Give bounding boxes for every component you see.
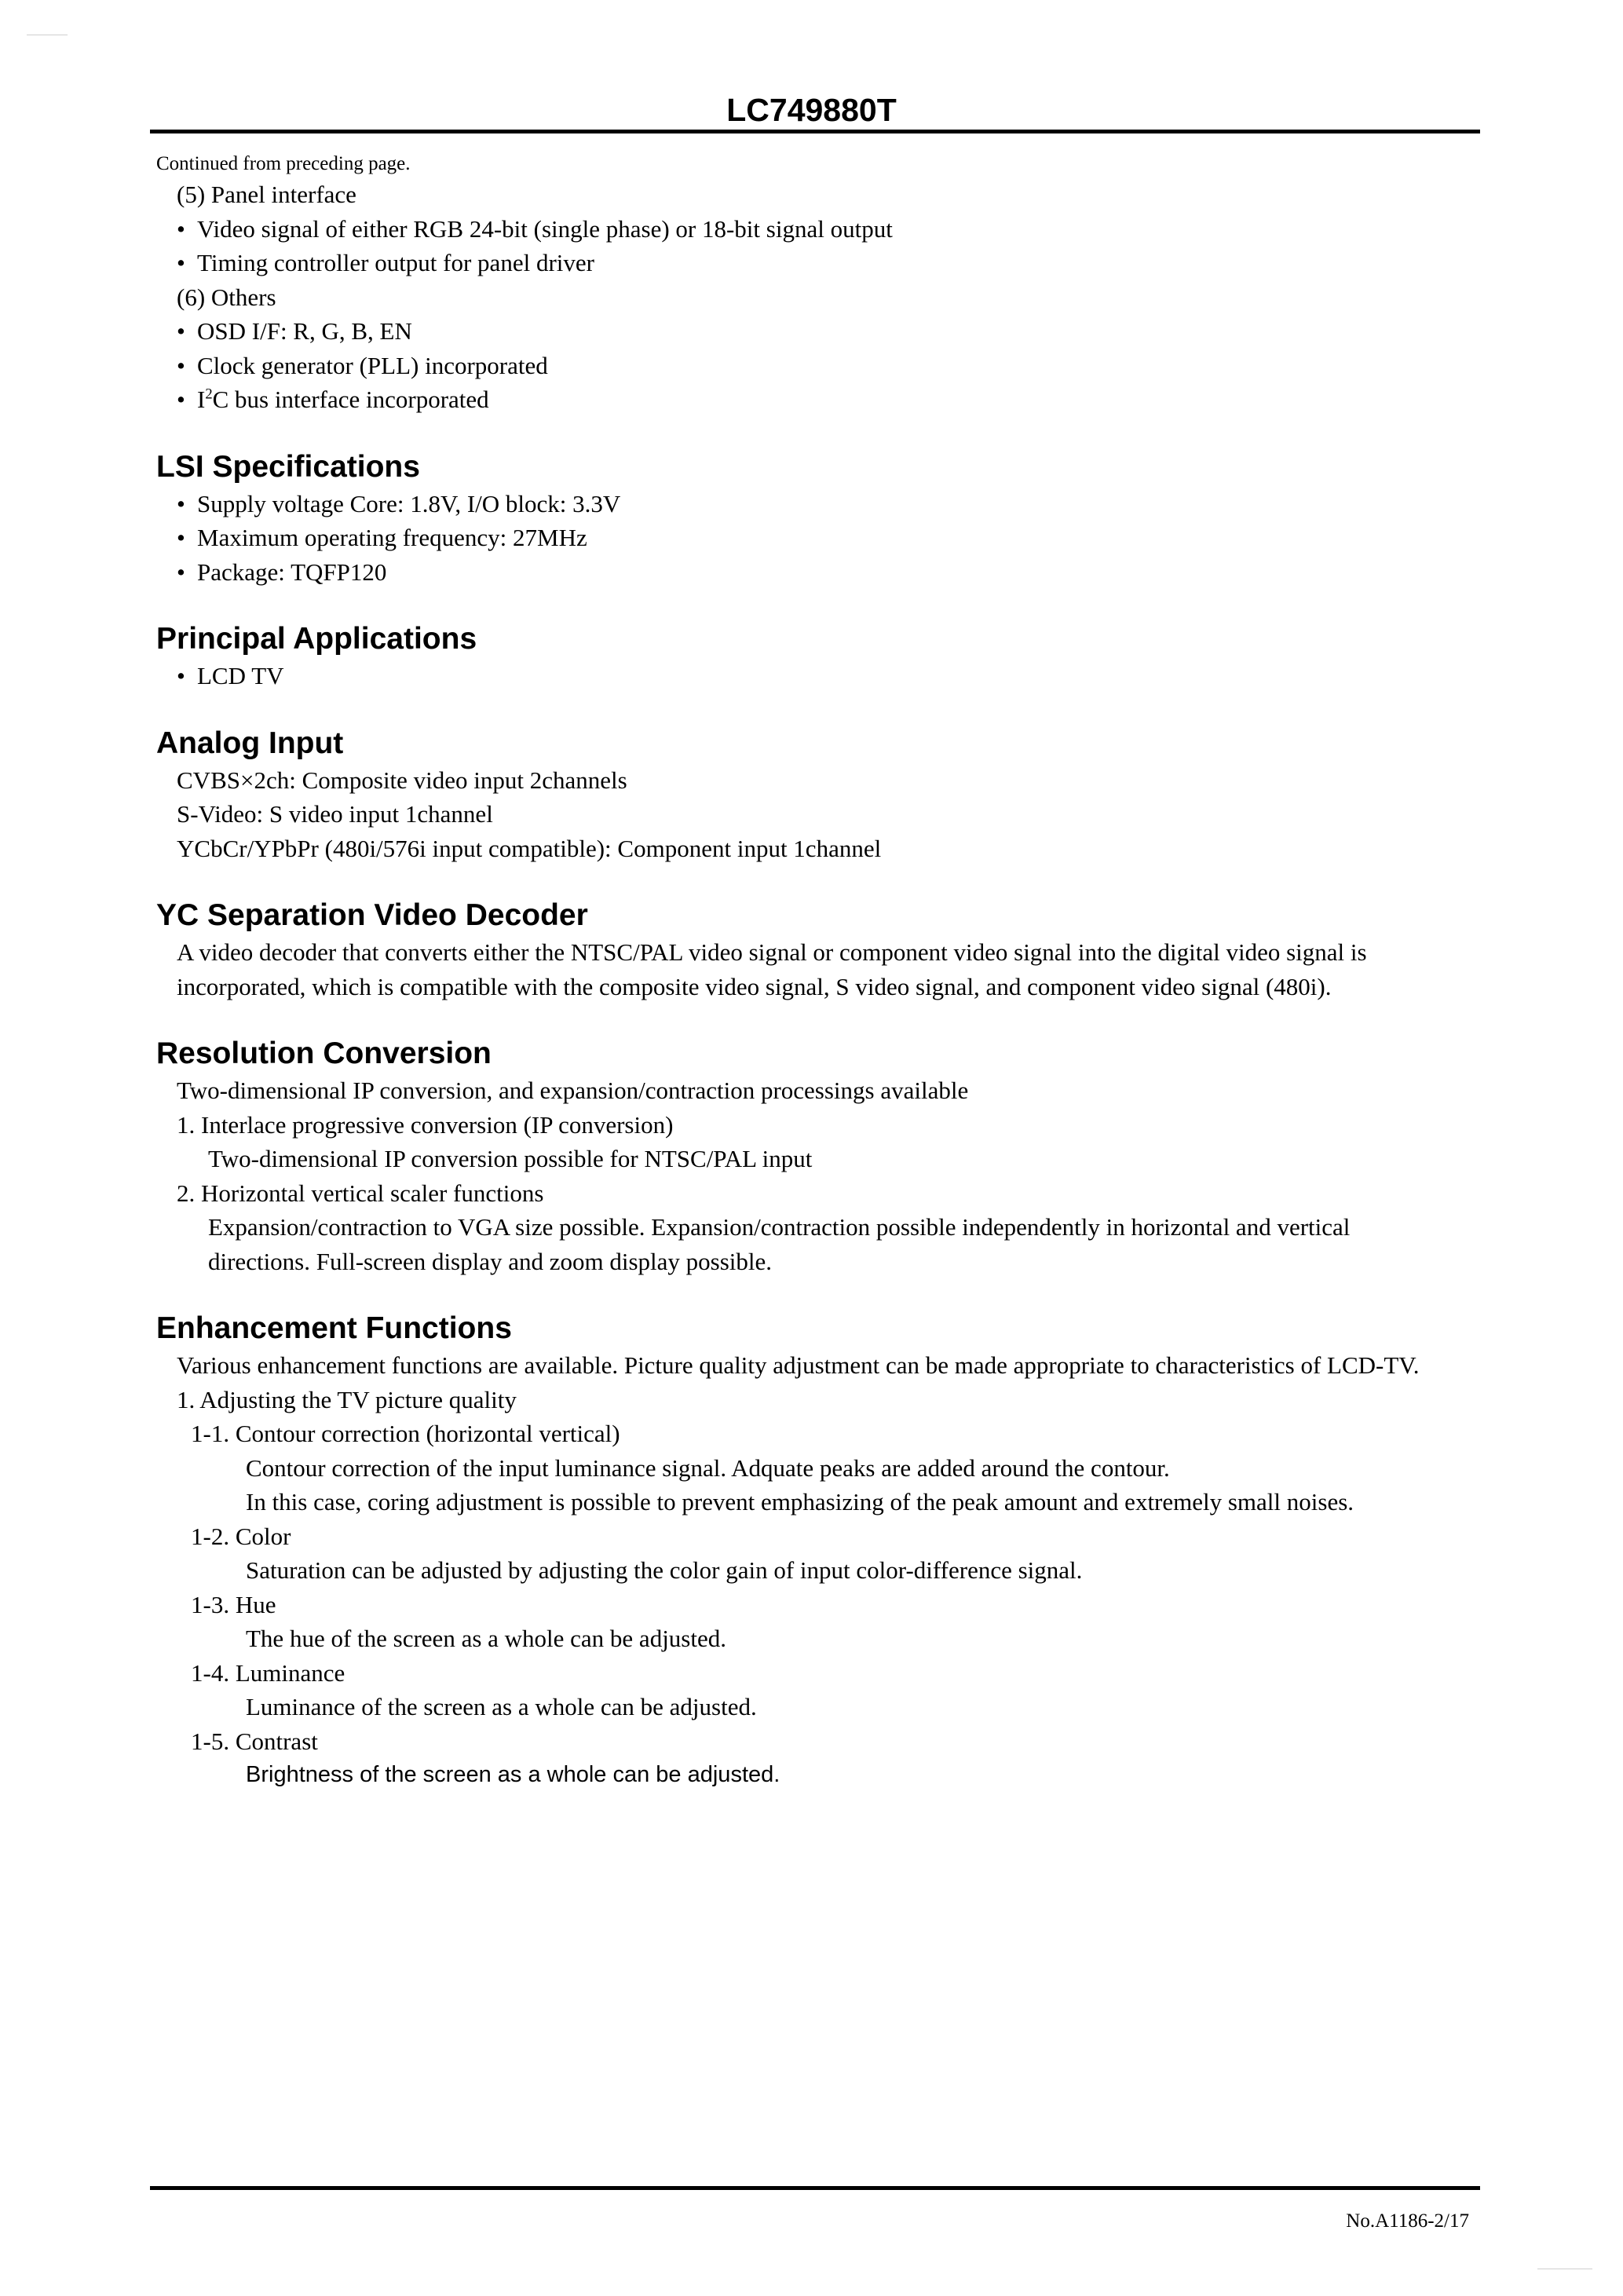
list-item: • Package: TQFP120 (156, 555, 1468, 590)
bullet-icon: • (177, 386, 185, 413)
section-heading: Enhancement Functions (156, 1311, 512, 1345)
list-item: • LCD TV (156, 659, 1468, 693)
list-item-i2c: • $I^2C$ bus interface incorporated (156, 382, 1468, 417)
sub-item-description: Luminance of the screen as a whole can be adjusted. (246, 1693, 757, 1720)
list-item-description: Expansion/contraction to VGA size possible. Expansion/contraction possible independently in horizontal and vertical directions. Full-screen display and zoom display possible. (208, 1213, 1351, 1275)
list-item: • Maximum operating frequency: 27MHz (156, 521, 1468, 555)
section-analog-input (156, 726, 1468, 866)
paragraph: Various enhancement functions are available. Picture quality adjustment can be made appropriate to characteristics of LCD-TV. (177, 1351, 1420, 1379)
sub-item-description: Contour correction of the input luminance signal. Adquate peaks are added around the contour. (246, 1453, 1170, 1482)
bullet-icon: • (177, 351, 185, 379)
bullet-icon: • (177, 558, 185, 586)
bullet-icon: • (177, 214, 185, 243)
continued-note: Continued from preceding page. (156, 153, 411, 174)
bullet-icon: • (177, 524, 185, 551)
panel-interface-heading: (5) Panel interface (177, 181, 356, 208)
sub-item: 1-4. Luminance (191, 1658, 345, 1687)
sub-item-description: Brightness of the screen as a whole can be adjusted. (246, 1762, 780, 1787)
bullet-icon: • (177, 489, 185, 517)
list-item: YCbCr/YPbPr (480i/576i input compatible): Component input 1channel (177, 834, 882, 862)
sub-item: 1-2. Color (191, 1522, 291, 1550)
page-number: No.A1186-2/17 (1346, 2210, 1469, 2232)
section-heading: Resolution Conversion (156, 1036, 492, 1070)
section-principal-applications (156, 621, 1468, 693)
list-item: S-Video: S video input 1channel (177, 800, 493, 828)
sub-item: 1-3. Hue (191, 1590, 276, 1618)
sub-item-description: The hue of the screen as a whole can be adjusted. (246, 1625, 726, 1652)
list-item: 2. Horizontal vertical scaler functions (177, 1179, 544, 1207)
list-item: • Supply voltage Core: 1.8V, I/O block: 3.3V (156, 487, 1468, 521)
paragraph: Two-dimensional IP conversion, and expansion/contraction processings available (177, 1077, 969, 1104)
list-item-description: Two-dimensional IP conversion possible for NTSC/PAL input (208, 1145, 813, 1172)
list-item: • Video signal of either RGB 24-bit (single phase) or 18-bit signal output (156, 212, 1468, 247)
section-resolution-conversion (156, 1036, 1468, 1278)
list-item: • Timing controller output for panel driver (156, 246, 1468, 280)
bullet-icon: • (177, 249, 185, 276)
section-yc-separation-video-decoder (156, 898, 1468, 1004)
list-item: CVBS×2ch: Composite video input 2channels (177, 766, 627, 794)
sub-item: 1-1. Contour correction (horizontal vertical) (191, 1420, 620, 1447)
section-heading: YC Separation Video Decoder (156, 898, 588, 932)
list-item: 1. Interlace progressive conversion (IP conversion) (177, 1110, 674, 1139)
section-heading: Analog Input (156, 726, 344, 760)
page-content (156, 151, 1468, 1793)
others-heading: (6) Others (177, 283, 276, 311)
list-item: • OSD I/F: R, G, B, EN (156, 314, 1468, 349)
bullet-icon: • (177, 662, 185, 689)
section-lsi-specifications (156, 449, 1468, 590)
sub-item-description: Saturation can be adjusted by adjusting the color gain of input color-difference signal. (246, 1556, 1083, 1584)
page-title: LC749880T (726, 92, 897, 128)
bullet-icon: • (177, 317, 185, 345)
header-rule (150, 130, 1480, 133)
section-heading: LSI Specifications (156, 449, 420, 484)
footer-rule (150, 2186, 1480, 2190)
section-heading: Principal Applications (156, 622, 477, 656)
list-item: 1. Adjusting the TV picture quality (177, 1385, 517, 1413)
list-item: • Clock generator (PLL) incorporated (156, 349, 1468, 383)
section-enhancement-functions (156, 1311, 1468, 1793)
sub-item: 1-5. Contrast (191, 1727, 318, 1755)
sub-item-description: In this case, coring adjustment is possible to prevent emphasizing of the peak amount and extremely small noises. (246, 1488, 1354, 1515)
paragraph: A video decoder that converts either the NTSC/PAL video signal or component video signal into the digital video signal is incorporated, which is compatible with the composite video signal, S video signal, and component video signal (480i). (177, 938, 1367, 1000)
